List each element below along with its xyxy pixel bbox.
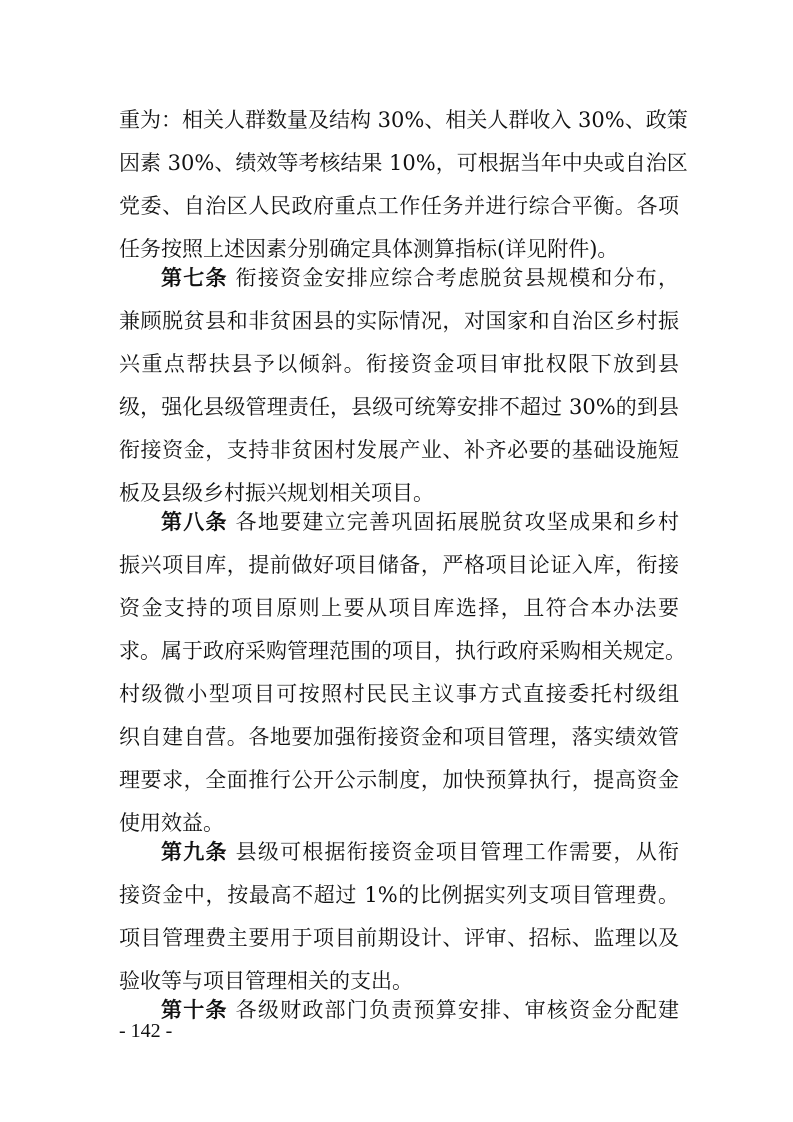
line-text: 任务按照上述因素分别确定具体测算指标(详见附件)。 [119,237,619,261]
body-line [119,551,679,579]
line-text: 党委、自治区人民政府重点工作任务并进行综合平衡。各项 [119,194,679,218]
article-heading: 第十条 [161,997,228,1022]
line-text: 项目管理费主要用于项目前期设计、评审、招标、监理以及 [119,926,679,950]
line-text: 理要求，全面推行公开公示制度，加快预算执行，提高资金 [119,768,679,792]
line-text: 各地要建立完善巩固拓展脱贫攻坚成果和乡村 [235,510,680,534]
body-line [119,235,679,263]
body-line [119,723,679,751]
line-text: 使用效益。 [119,811,224,835]
line-text: 资金支持的项目原则上要从项目库选择，且符合本办法要 [119,596,679,620]
body-line [119,307,679,335]
article-heading: 第八条 [161,509,228,534]
line-text: 级，强化县级管理责任，县级可统筹安排不超过 30%的到县 [119,395,679,419]
article-heading: 第九条 [161,839,228,864]
body-line [119,393,679,421]
body-line [119,594,679,622]
article-heading: 第七条 [161,265,228,290]
body-line [119,680,679,708]
body-line [119,881,679,909]
line-text: 兼顾脱贫县和非贫困县的实际情况，对国家和自治区乡村振 [119,309,679,333]
line-text: 因素 30%、绩效等考核结果 10%，可根据当年中央或自治区 [119,151,688,175]
line-text: 板及县级乡村振兴规划相关项目。 [119,481,434,505]
line-text: 衔接资金，支持非贫困村发展产业、补齐必要的基础设施短 [119,438,679,462]
body-line [119,924,679,952]
line-text: 村级微小型项目可按照村民民主议事方式直接委托村级组 [119,682,679,706]
line-text: 兴重点帮扶县予以倾斜。衔接资金项目审批权限下放到县 [119,352,679,376]
body-line [119,479,679,507]
line-text: 求。属于政府采购管理范围的项目，执行政府采购相关规定。 [119,639,686,663]
line-text: 各级财政部门负责预算安排、审核资金分配建 [235,998,680,1022]
body-line [119,192,679,220]
line-text: 县级可根据衔接资金项目管理工作需要，从衔 [235,840,680,864]
line-text: 验收等与项目管理相关的支出。 [119,969,413,993]
body-line [119,350,679,378]
line-text: 衔接资金安排应综合考虑脱贫县规模和分布， [235,266,680,290]
article-7-first-line [161,264,679,292]
body-line [119,637,686,665]
body-line [119,149,688,177]
body-line [119,106,688,134]
article-8-first-line [161,508,679,536]
body-line [119,967,679,995]
line-text: 接资金中，按最高不超过 1%的比例据实列支项目管理费。 [119,883,679,907]
page-number: - 142 - [119,1020,173,1042]
line-text: 振兴项目库，提前做好项目储备，严格项目论证入库，衔接 [119,553,679,577]
body-line [119,766,679,794]
line-text: 织自建自营。各地要加强衔接资金和项目管理，落实绩效管 [119,725,679,749]
article-9-first-line [161,838,679,866]
body-line [119,436,679,464]
line-text: 重为：相关人群数量及结构 30%、相关人群收入 30%、政策 [119,108,688,132]
body-line [119,809,679,837]
article-10-first-line [161,996,679,1024]
